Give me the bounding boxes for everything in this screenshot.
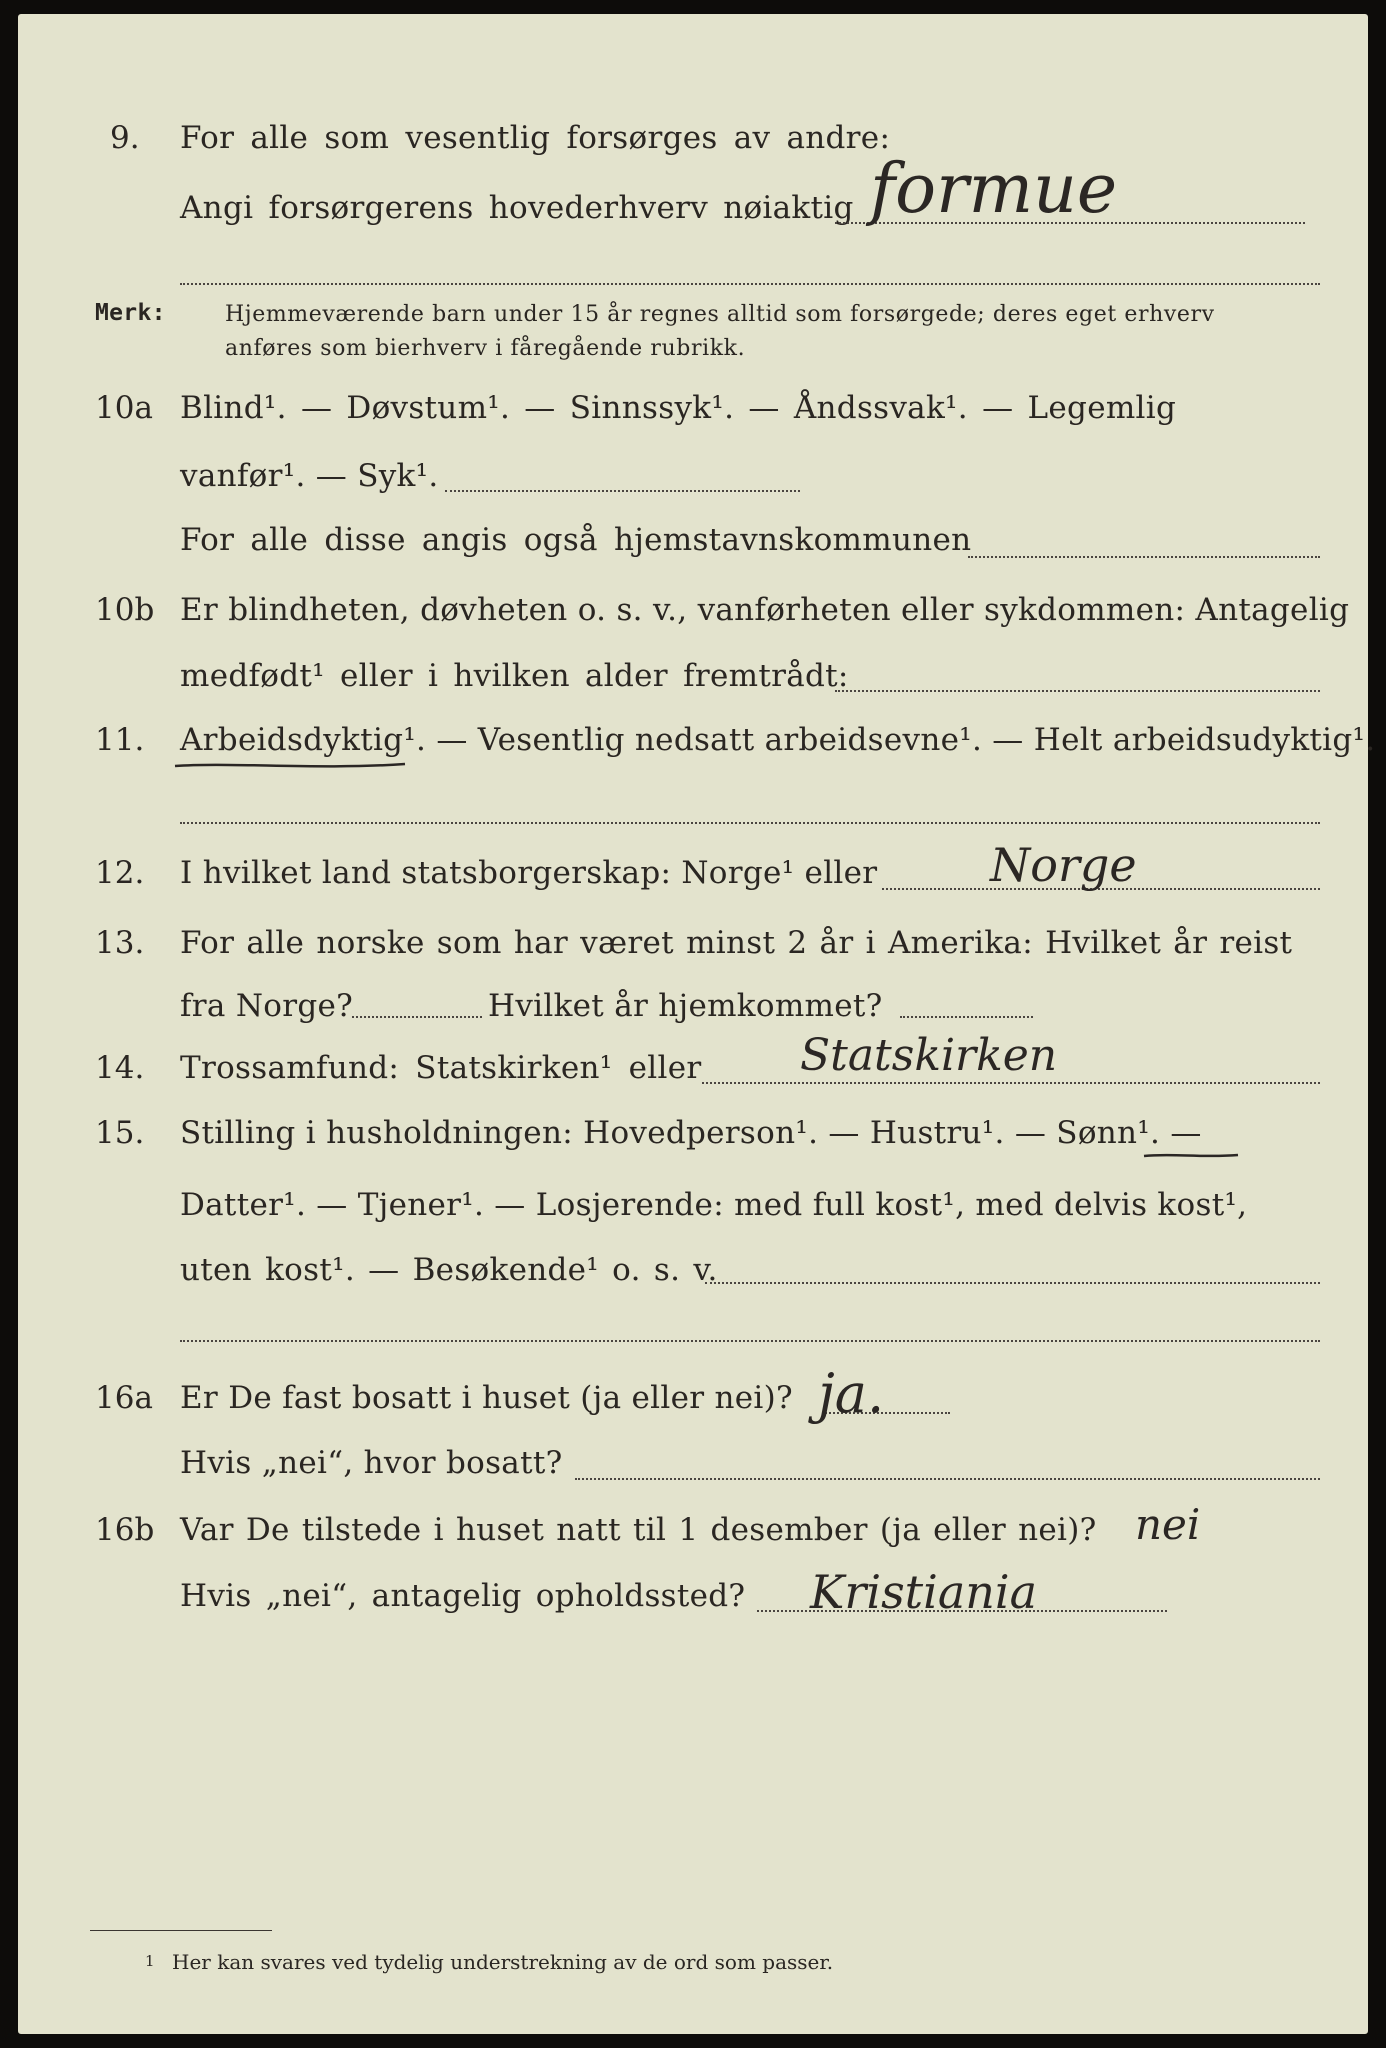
- q13-line2a: fra Norge?: [180, 988, 354, 1024]
- q15-continuation-line: [180, 1340, 1320, 1342]
- q16b-answer2-handwritten: Kristiania: [810, 1565, 1038, 1619]
- q16a-answer-handwritten: ja.: [818, 1362, 885, 1425]
- q14-answer-handwritten: Statskirken: [800, 1030, 1058, 1081]
- q10a-hjemstavn-line: [968, 556, 1320, 558]
- q9-number: 9.: [110, 120, 140, 156]
- q15-line1: Stilling i husholdningen: Hovedperson¹. — Hustru¹. — Sønn¹. —: [180, 1115, 1202, 1151]
- q10a-line3: For alle disse angis også hjemstavnskommunen: [180, 522, 972, 558]
- q10a-line2: vanfør¹. — Syk¹.: [180, 458, 439, 494]
- q9-line2: Angi forsørgerens hovederhverv nøiaktig: [180, 190, 854, 226]
- q13-reist-answer-line: [352, 1016, 482, 1018]
- footnote-text: Her kan svares ved tydelig understrekning av de ord som passer.: [172, 1950, 834, 1974]
- q12-number: 12.: [95, 855, 145, 891]
- q10b-answer-line: [835, 690, 1320, 692]
- q9-continuation-line: [180, 283, 1320, 285]
- q10a-line1: Blind¹. — Døvstum¹. — Sinnssyk¹. — Åndssvak¹. — Legemlig: [180, 390, 1177, 426]
- q13-line2b: Hvilket år hjemkommet?: [488, 988, 883, 1024]
- q16a-number: 16a: [95, 1380, 153, 1416]
- merk-label: Merk:: [95, 300, 166, 326]
- q10b-line2: medfødt¹ eller i hvilken alder fremtrådt:: [180, 658, 849, 694]
- q12-answer-handwritten: Norge: [990, 838, 1137, 892]
- q16b-line2: Hvis „nei“, antagelig opholdssted?: [180, 1578, 746, 1614]
- q15-number: 15.: [95, 1115, 145, 1151]
- q16b-answer-handwritten: nei: [1135, 1500, 1201, 1549]
- q9-line1: For alle som vesentlig forsørges av andre:: [180, 120, 891, 156]
- q11-continuation-line: [180, 822, 1320, 824]
- merk-line1: Hjemmeværende barn under 15 år regnes alltid som forsørgede; deres eget erhverv: [225, 302, 1215, 327]
- q15-line2: Datter¹. — Tjener¹. — Losjerende: med full kost¹, med delvis kost¹,: [180, 1187, 1248, 1223]
- footnote-mark: 1: [145, 1952, 155, 1970]
- q14-number: 14.: [95, 1050, 145, 1086]
- q15-answer-line: [705, 1282, 1320, 1284]
- q10b-number: 10b: [95, 592, 155, 628]
- q10a-answer-line: [445, 490, 800, 492]
- q13-hjemkommet-answer-line: [900, 1016, 1033, 1018]
- q16b-line1: Var De tilstede i huset natt til 1 desember (ja eller nei)?: [180, 1512, 1097, 1548]
- q15-sonn-handwritten-underline: [1142, 1150, 1242, 1162]
- q10b-line1: Er blindheten, døvheten o. s. v., vanførheten eller sykdommen: Antagelig: [180, 592, 1350, 628]
- merk-line2: anføres som bierhverv i fåregående rubrikk.: [225, 336, 746, 361]
- q12-line1: I hvilket land statsborgerskap: Norge¹ eller: [180, 855, 878, 891]
- q11-handwritten-underline: [170, 758, 410, 774]
- q16a-line2: Hvis „nei“, hvor bosatt?: [180, 1445, 563, 1481]
- q14-answer-line: [702, 1082, 1320, 1084]
- q14-line1: Trossamfund: Statskirken¹ eller: [180, 1050, 702, 1086]
- q11-number: 11.: [95, 722, 145, 758]
- q10a-number: 10a: [95, 390, 153, 426]
- q16a-bosatt-answer-line: [575, 1478, 1320, 1480]
- footnote-rule: [90, 1930, 272, 1931]
- q11-line1: Arbeidsdyktig¹. — Vesentlig nedsatt arbeidsevne¹. — Helt arbeidsudyktig¹.: [180, 722, 1376, 758]
- q13-line1: For alle norske som har været minst 2 år i Amerika: Hvilket år reist: [180, 925, 1293, 961]
- q9-answer-handwritten: formue: [870, 150, 1118, 229]
- q16b-number: 16b: [95, 1512, 155, 1548]
- q16a-line1: Er De fast bosatt i huset (ja eller nei)?: [180, 1380, 793, 1416]
- q15-line3: uten kost¹. — Besøkende¹ o. s. v.: [180, 1252, 718, 1288]
- q13-number: 13.: [95, 925, 145, 961]
